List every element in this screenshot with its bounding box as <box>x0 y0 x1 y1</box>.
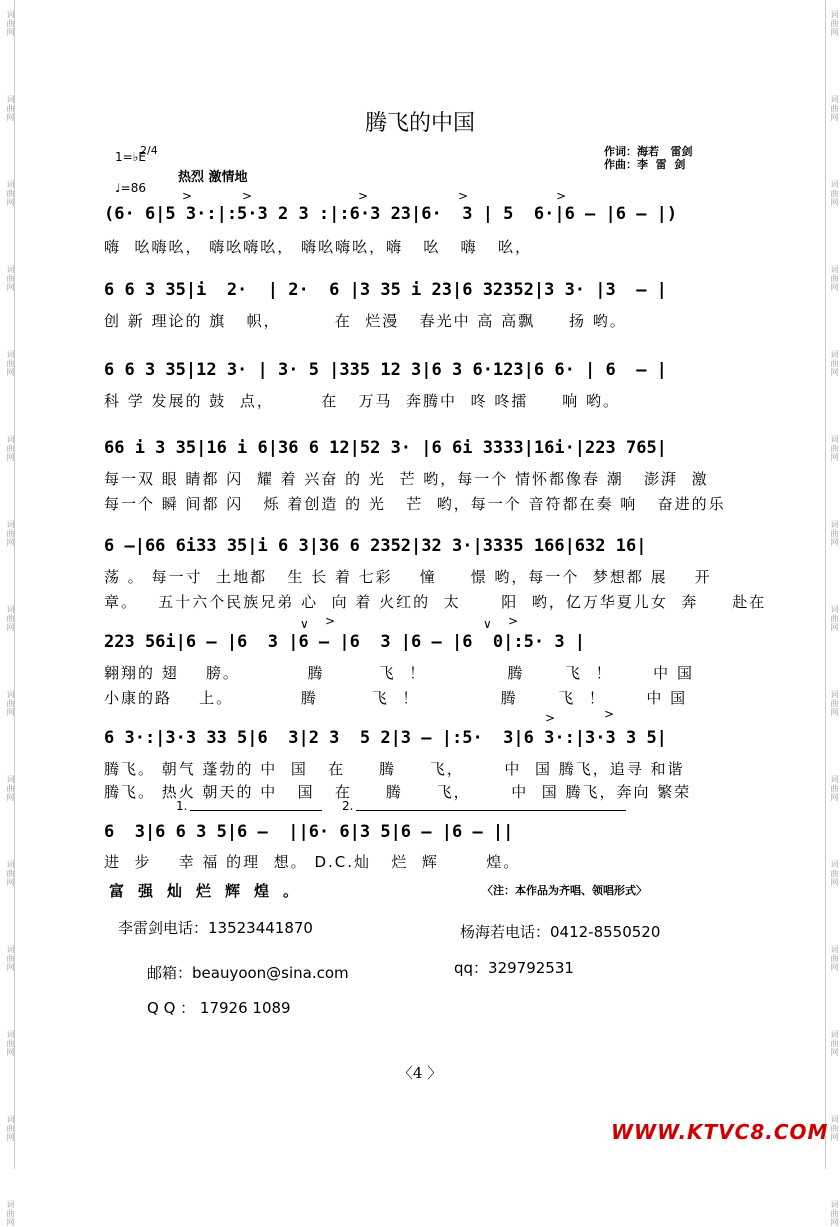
notation-line-1: (6· 6|5 3·:|:5·3 2 3 :|:6·3 23|6· 3 | 5 6·|6 — |6 — |) <box>104 204 678 224</box>
credits-block <box>604 145 693 171</box>
notation-line-3: 6 6 3 35|12 3· | 3· 5 |335 12 3|6 3 6·123|6 6· | 6 — | <box>104 360 667 380</box>
composer-credit: 作曲：李 雷 剑 <box>604 158 686 171</box>
volta-second-ending: 2. <box>342 799 354 813</box>
lyric-line-5a: 荡 。 每一寸 土地都 生 长 着 七彩 憧 憬 哟，每一个 梦想都 展 开 <box>104 568 712 586</box>
notation-line-2: 6 6 3 35|i 2· | 2· 6 |3 35 i 23|6 32352|3 3· |3 — | <box>104 280 667 300</box>
accent-mark: > <box>358 189 369 203</box>
lyricist-credit: 作词：海若 雷剑 <box>604 145 693 158</box>
watermark-text: 词曲网 <box>6 265 15 292</box>
volta-first-ending: 1. <box>176 799 188 813</box>
lyric-line-7a: 腾飞。 朝气 蓬勃的 中 国 在 腾 飞， 中 国 腾飞，追寻 和谐 <box>104 760 685 778</box>
lyric-line-3: 科 学 发展的 鼓 点， 在 万马 奔腾中 咚 咚擂 响 哟。 <box>104 392 620 410</box>
lyric-line-2: 创 新 理论的 旗 帜， 在 烂漫 春光中 高 高飘 扬 哟。 <box>104 312 627 330</box>
watermark-text: 词曲网 <box>6 10 15 37</box>
watermark-text: 词曲网 <box>6 180 15 207</box>
watermark-text: 词曲网 <box>830 860 839 887</box>
right-watermark-column <box>825 10 839 1227</box>
watermark-text: 词曲网 <box>6 775 15 802</box>
accent-mark: > <box>325 614 336 628</box>
watermark-text: 词曲网 <box>830 1115 839 1142</box>
notation-line-4: 66 i 3 35|16 i 6|36 6 12|52 3· |6 6i 3333|16i·|223 765| <box>104 438 667 458</box>
watermark-text: 词曲网 <box>6 1030 15 1057</box>
notation-line-6: 223 56i|6 — |6 3 |6 — |6 3 |6 — |6 0|:5· 3 | <box>104 632 586 652</box>
volta-first-line <box>190 810 322 811</box>
watermark-text: 词曲网 <box>830 180 839 207</box>
lyric-line-5b: 章。 五十六个民族兄弟 心 向 着 火红的 太 阳 哟，亿万华夏儿女 奔 赴在 <box>104 593 767 611</box>
page-number: 〈4 〉 <box>397 1064 443 1082</box>
notation-line-8: 6 3|6 6 3 5|6 — ||6· 6|3 5|6 — |6 — || <box>104 822 514 842</box>
left-watermark-column <box>1 10 15 1227</box>
watermark-text: 词曲网 <box>830 1030 839 1057</box>
mood-marking: 热烈 激情地 <box>178 170 248 185</box>
accent-mark: > <box>182 189 193 203</box>
watermark-text: 词曲网 <box>6 95 15 122</box>
watermark-text: 词曲网 <box>830 945 839 972</box>
watermark-text: 词曲网 <box>830 350 839 377</box>
notation-line-7: 6 3·:|3·3 33 5|6 3|2 3 5 2|3 — |:5· 3|6 3·:|3·3 3 5| <box>104 728 667 748</box>
accent-mark: > <box>545 711 556 725</box>
watermark-text: 词曲网 <box>6 1115 15 1142</box>
qq-yang: qq：329792531 <box>454 959 574 977</box>
song-title: 腾飞的中国 <box>364 111 475 136</box>
watermark-text: 词曲网 <box>830 265 839 292</box>
bold-lyric-line: 富强灿烂辉煌。 <box>109 882 313 900</box>
watermark-text: 词曲网 <box>6 690 15 717</box>
accent-mark: > <box>508 614 519 628</box>
notation-line-5: 6 —|66 6i33 35|i 6 3|36 6 2352|32 3·|3335 166|632 16| <box>104 536 647 556</box>
watermark-text: 词曲网 <box>830 520 839 547</box>
watermark-text: 词曲网 <box>830 1200 839 1227</box>
lyric-line-7b: 腾飞。 热火 朝天的 中 国 在 腾 飞， 中 国 腾飞，奔向 繁荣 <box>104 783 692 801</box>
lyric-line-6a: 翱翔的 翅 膀。 腾 飞 ！ 腾 飞 ！ 中 国 <box>104 664 694 682</box>
watermark-text: 词曲网 <box>830 95 839 122</box>
accent-mark: > <box>242 189 253 203</box>
watermark-text: 词曲网 <box>6 605 15 632</box>
watermark-text: 词曲网 <box>830 435 839 462</box>
time-signature: 2/4 <box>140 144 158 157</box>
watermark-text: 词曲网 <box>6 435 15 462</box>
lyric-line-4b: 每一个 瞬 间都 闪 烁 着创造 的 光 芒 哟，每一个 音符都在奏 响 奋进的乐 <box>104 495 726 513</box>
lyric-line-4a: 每一双 眼 睛都 闪 耀 着 兴奋 的 光 芒 哟，每一个 情怀都像春 潮 澎湃 激 <box>104 470 709 488</box>
watermark-text: 词曲网 <box>6 1200 15 1227</box>
tempo-marking: ♩=86 <box>115 181 146 195</box>
accent-mark: > <box>604 707 615 721</box>
qq-lei: Q Q ： 17926 1089 <box>147 999 291 1017</box>
watermark-text: 词曲网 <box>6 350 15 377</box>
watermark-text: 词曲网 <box>830 775 839 802</box>
lyric-line-8: 进 步 幸 福 的理 想。 D.C.灿 烂 辉 煌。 <box>104 853 521 871</box>
breath-mark: ∨ <box>300 617 309 631</box>
watermark-text: 词曲网 <box>830 690 839 717</box>
watermark-text: 词曲网 <box>830 10 839 37</box>
accent-mark: > <box>458 189 469 203</box>
watermark-text: 词曲网 <box>830 605 839 632</box>
watermark-text: 词曲网 <box>6 520 15 547</box>
watermark-text: 词曲网 <box>6 945 15 972</box>
lyric-line-1: 嗨 吆嗨吆， 嗨吆嗨吆， 嗨吆嗨吆，嗨 吆 嗨 吆， <box>104 238 532 256</box>
watermark-text: 词曲网 <box>6 860 15 887</box>
lei-phone: 李雷剑电话：13523441870 <box>118 919 313 937</box>
accent-mark: > <box>556 189 567 203</box>
site-watermark: WWW.KTVC8.COM <box>611 1120 829 1144</box>
key-signature: 1=♭E <box>115 150 146 164</box>
yang-phone: 杨海若电话：0412-8550520 <box>460 923 661 941</box>
breath-mark: ∨ <box>483 617 492 631</box>
performance-note: 〈注：本作品为齐唱、领唱形式〉 <box>482 884 647 897</box>
email-contact: 邮箱：beauyoon@sina.com <box>147 964 349 982</box>
volta-second-line <box>356 810 626 811</box>
lyric-line-6b: 小康的路 上。 腾 飞 ！ 腾 飞 ！ 中 国 <box>104 689 688 707</box>
